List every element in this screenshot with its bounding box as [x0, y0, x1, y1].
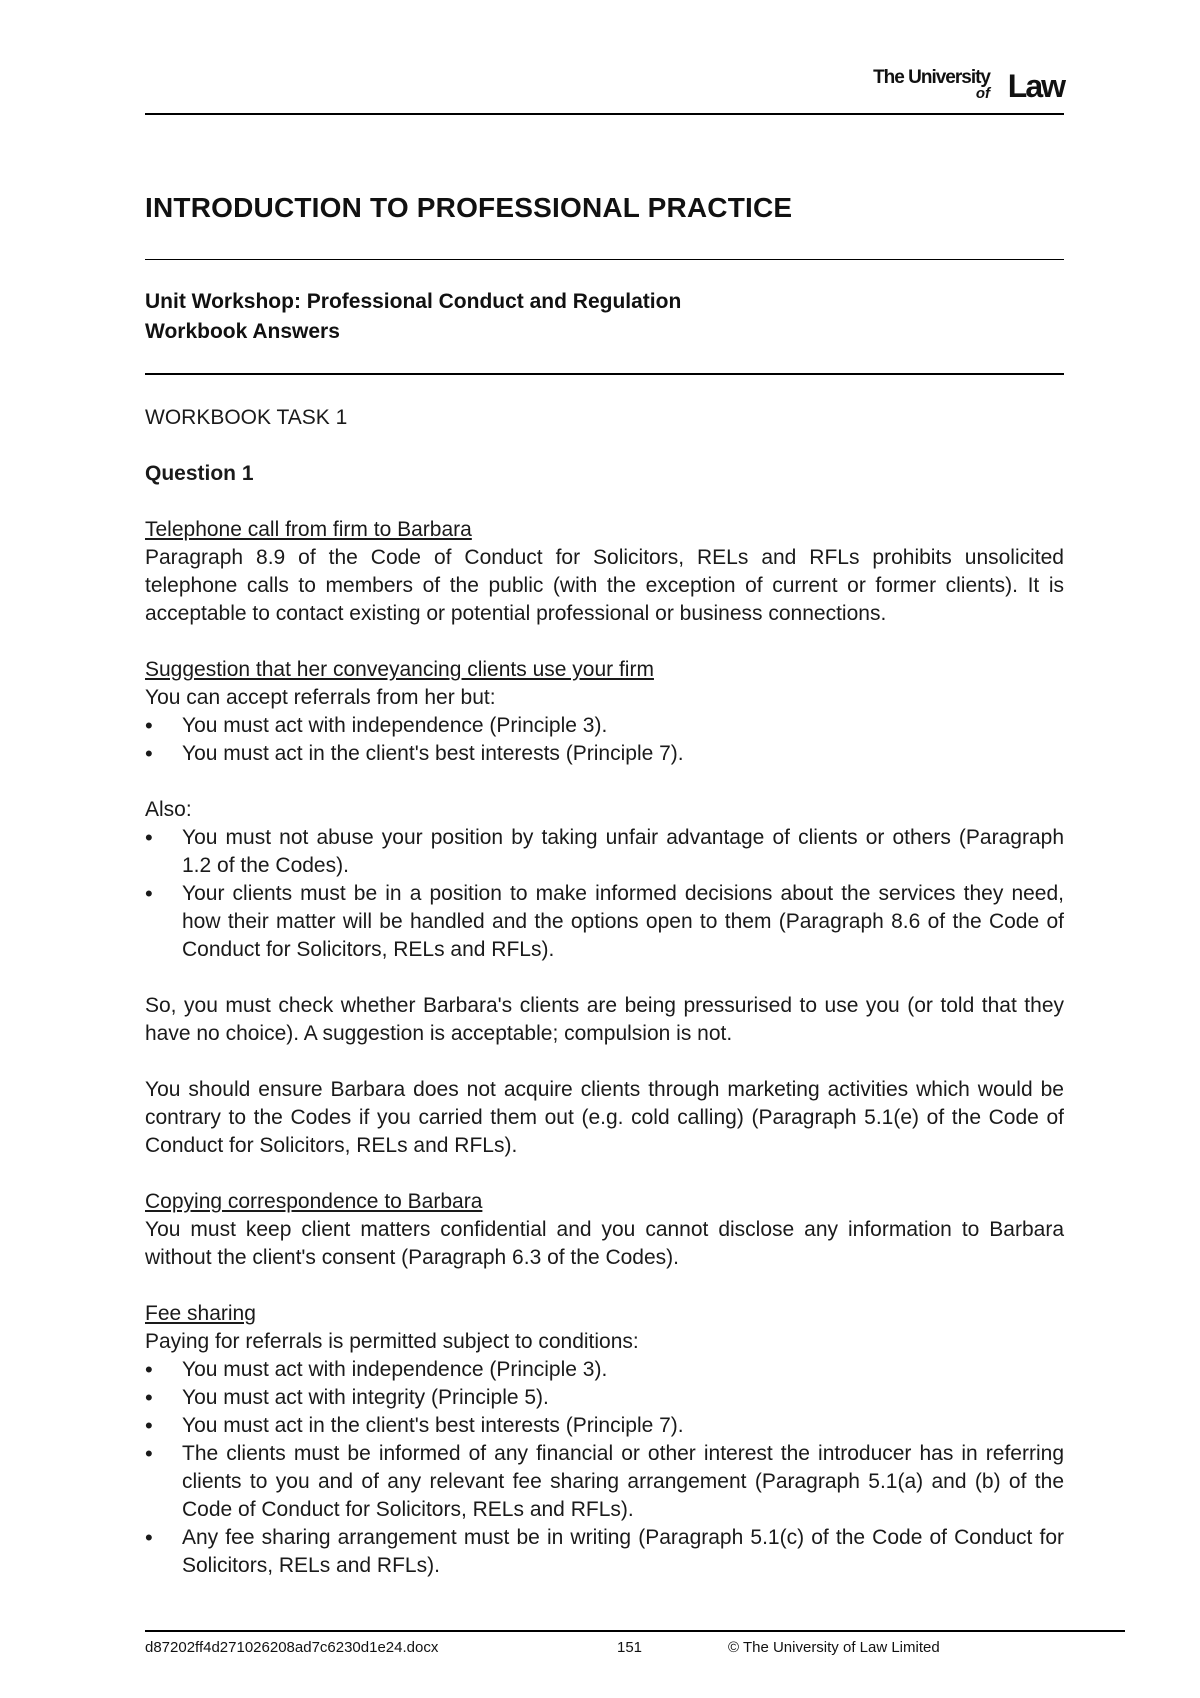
list-item: • You must not abuse your position by taking unfair advantage of clients or others (Paragraph 1.2 of the Codes).: [145, 824, 1064, 880]
marketing-paragraph: You should ensure Barbara does not acquire clients through marketing activities which would be contrary to the Codes if you carried them out (e.g. cold calling) (Paragraph 5.1(e) of the Code of Conduct for Solicitors, RELs and RFLs).: [145, 1078, 1064, 1157]
also-bullet-list: [145, 824, 1064, 964]
list-item: • You must act in the client's best interests (Principle 7).: [145, 1412, 1064, 1440]
section-heading-fee-sharing: Fee sharing: [145, 1302, 256, 1325]
copying-paragraph: You must keep client matters confidential and you cannot disclose any information to Barbara without the client's consent (Paragraph 6.3 of the Codes).: [145, 1218, 1064, 1269]
list-item: • You must act with independence (Principle 3).: [145, 712, 1064, 740]
fee-intro: Paying for referrals is permitted subject to conditions:: [145, 1330, 639, 1353]
fee-bullet-list: [145, 1356, 1064, 1580]
also-label: Also:: [145, 798, 192, 821]
question-heading: Question 1: [145, 462, 254, 485]
list-item: • You must act with integrity (Principle 5).: [145, 1384, 1064, 1412]
section-heading-suggestion: Suggestion that her conveyancing clients use your firm: [145, 658, 654, 681]
pressure-paragraph: So, you must check whether Barbara's clients are being pressurised to use you (or told that they have no choice). A suggestion is acceptable; compulsion is not.: [145, 994, 1064, 1045]
footer-rule: [145, 1630, 1125, 1632]
footer-copyright: © The University of Law Limited: [728, 1639, 940, 1656]
workbook-subtitle: Workbook Answers: [145, 320, 340, 343]
footer-filename: d87202ff4d271026208ad7c6230d1e24.docx: [145, 1639, 439, 1656]
section-heading-copying: Copying correspondence to Barbara: [145, 1190, 483, 1213]
title-rule: [145, 259, 1064, 260]
list-item: • You must act in the client's best interests (Principle 7).: [145, 740, 1064, 768]
task-heading: WORKBOOK TASK 1: [145, 406, 348, 429]
suggestion-intro: You can accept referrals from her but:: [145, 686, 496, 709]
page-title: INTRODUCTION TO PROFESSIONAL PRACTICE: [145, 192, 793, 223]
footer-page-number: 151: [617, 1639, 643, 1656]
list-item: • The clients must be informed of any financial or other interest the introducer has in referring clients to you and of any relevant fee sharing arrangement (Paragraph 5.1(a) and (b) of the Code of Conduct for Solicitors, RELs and RFLs).: [145, 1440, 1064, 1524]
list-item: • You must act with independence (Principle 3).: [145, 1356, 1064, 1384]
suggestion-bullet-list: [145, 712, 1064, 768]
section-heading-telephone: Telephone call from firm to Barbara: [145, 518, 472, 541]
logo-line-2: of: [975, 85, 990, 102]
list-item: • Your clients must be in a position to make informed decisions about the services they need, how their matter will be handled and the options open to them (Paragraph 8.6 of the Code of Conduct for Solicitors, RELs and RFLs).: [145, 880, 1064, 964]
university-logo: [854, 64, 1064, 106]
logo-line-1: The University: [873, 67, 990, 88]
document-body: [145, 404, 1064, 1580]
list-item: • Any fee sharing arrangement must be in writing (Paragraph 5.1(c) of the Code of Conduct for Solicitors, RELs and RFLs).: [145, 1524, 1064, 1580]
header-rule: [145, 113, 1064, 115]
logo-line-3: Law: [1007, 68, 1064, 104]
telephone-paragraph: Paragraph 8.9 of the Code of Conduct for Solicitors, RELs and RFLs prohibits unsolicited telephone calls to members of the public (with the exception of current or former clients). It is acceptable to contact existing or potential professional or business connections.: [145, 546, 1064, 625]
unit-subtitle: Unit Workshop: Professional Conduct and Regulation: [145, 290, 682, 313]
subtitle-rule: [145, 373, 1064, 375]
